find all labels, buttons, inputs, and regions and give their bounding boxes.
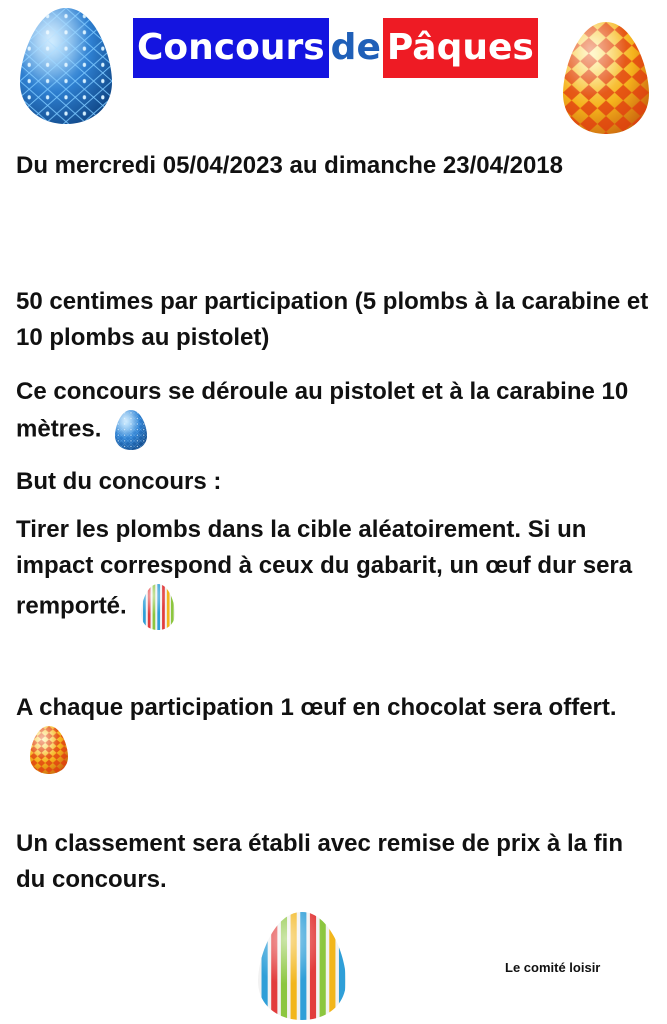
- title-concours: Concours: [133, 18, 329, 78]
- title-de: de: [329, 18, 383, 78]
- dates-text: Du mercredi 05/04/2023 au dimanche 23/04/2018: [16, 152, 563, 179]
- gold-harlequin-egg-icon: [563, 22, 649, 134]
- signature: Le comité loisir: [505, 960, 601, 975]
- blue-ornament-egg-icon: [115, 410, 147, 450]
- page-title: [133, 18, 538, 78]
- goal-paragraph: [16, 512, 656, 630]
- chocolate-text: A chaque participation 1 œuf en chocolat sera offert.: [16, 694, 617, 721]
- weapons-text: Ce concours se déroule au pistolet et à la carabine 10 mètres.: [16, 378, 629, 443]
- goal-heading: But du concours :: [16, 468, 222, 495]
- goal-text: Tirer les plombs dans la cible aléatoirement. Si un impact correspond à ceux du gabarit, un œuf dur sera remporté.: [16, 516, 633, 620]
- chocolate-paragraph: [16, 690, 656, 774]
- price-text: 50 centimes par participation (5 plombs à la carabine et 10 plombs au pistolet): [16, 288, 649, 351]
- gold-harlequin-egg-icon: [30, 726, 68, 774]
- striped-egg-icon: [141, 584, 175, 630]
- ranking-text: Un classement sera établi avec remise de prix à la fin du concours.: [16, 830, 623, 893]
- weapons-paragraph: [16, 374, 656, 450]
- title-paques: Pâques: [383, 18, 538, 78]
- blue-ornament-egg-icon: [20, 8, 112, 124]
- striped-egg-icon: [258, 912, 346, 1020]
